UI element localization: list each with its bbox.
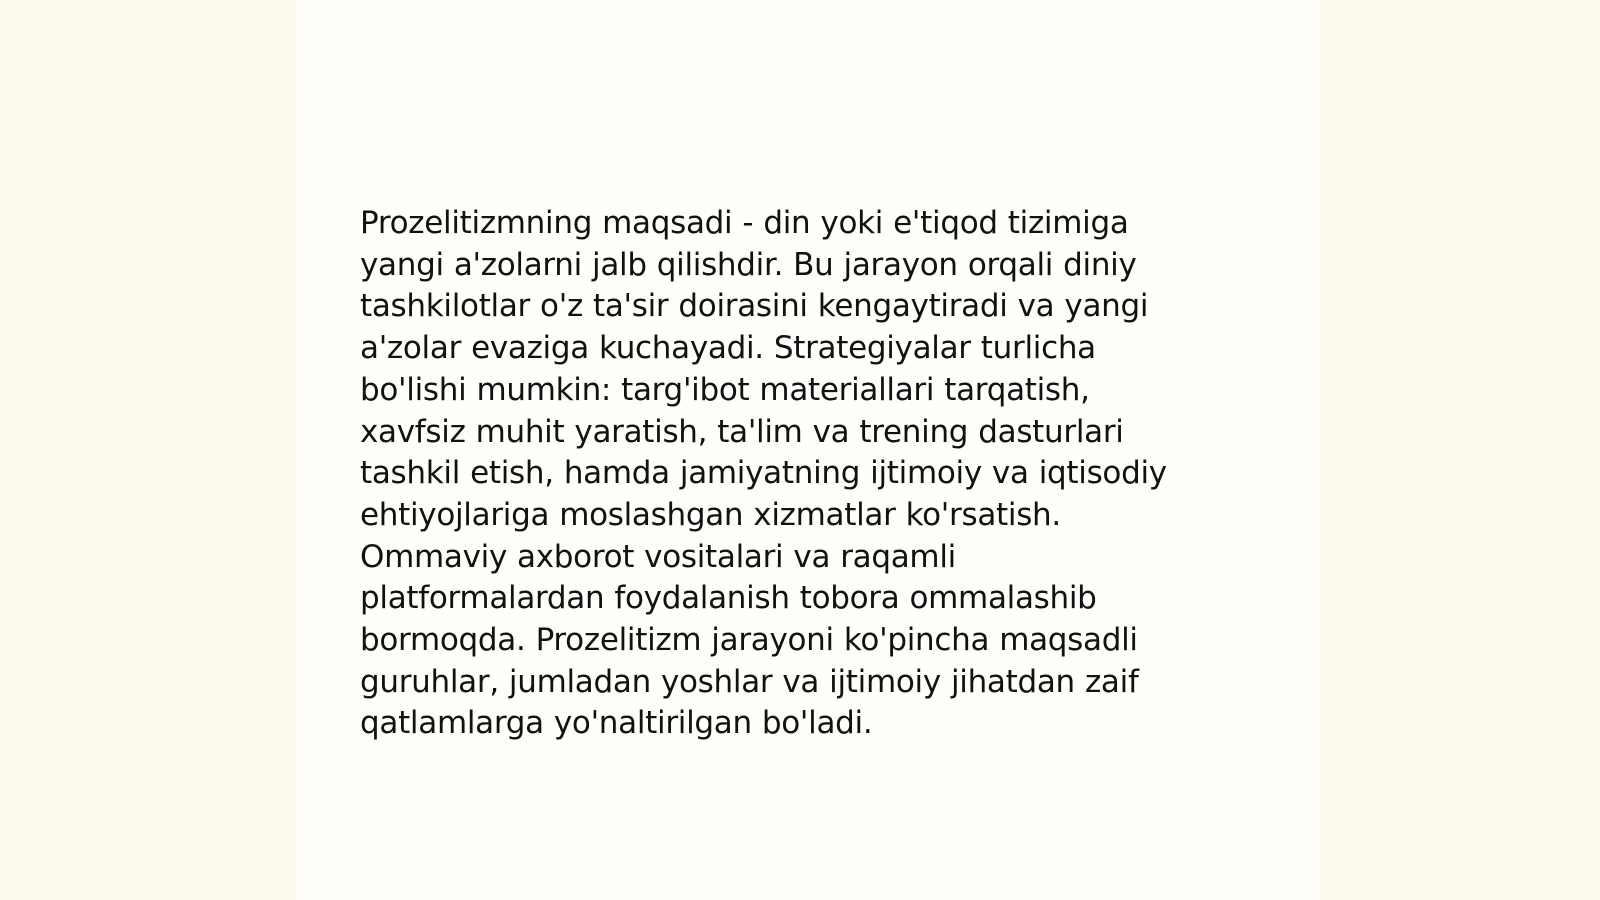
slide	[296, 0, 1320, 900]
paragraph-line: ehtiyojlariga moslashgan xizmatlar ko'rsatish.	[360, 496, 1061, 533]
paragraph-line: tashkilotlar o'z ta'sir doirasini kengaytiradi va yangi	[360, 288, 1149, 325]
paragraph-line: Prozelitizmning maqsadi - din yoki e'tiqod tizimiga	[360, 205, 1129, 241]
slide-paragraph	[360, 203, 1240, 745]
paragraph-line: bormoqda. Prozelitizm jarayoni ko'pincha maqsadli	[360, 622, 1138, 659]
paragraph-line: yangi a'zolarni jalb qilishdir. Bu jarayon orqali diniy	[360, 246, 1137, 283]
paragraph-line: xavfsiz muhit yaratish, ta'lim va trening dasturlari	[360, 413, 1124, 450]
paragraph-line: platformalardan foydalanish tobora ommalashib	[360, 580, 1097, 617]
paragraph-line: bo'lishi mumkin: targ'ibot materiallari tarqatish,	[360, 371, 1090, 408]
paragraph-line: a'zolar evaziga kuchayadi. Strategiyalar turlicha	[360, 330, 1096, 367]
paragraph-line: tashkil etish, hamda jamiyatning ijtimoiy va iqtisodiy	[360, 455, 1167, 492]
paragraph-line: qatlamlarga yo'naltirilgan bo'ladi.	[360, 705, 873, 742]
paragraph-line: guruhlar, jumladan yoshlar va ijtimoiy jihatdan zaif	[360, 663, 1139, 700]
paragraph-line: Ommaviy axborot vositalari va raqamli	[360, 538, 956, 575]
